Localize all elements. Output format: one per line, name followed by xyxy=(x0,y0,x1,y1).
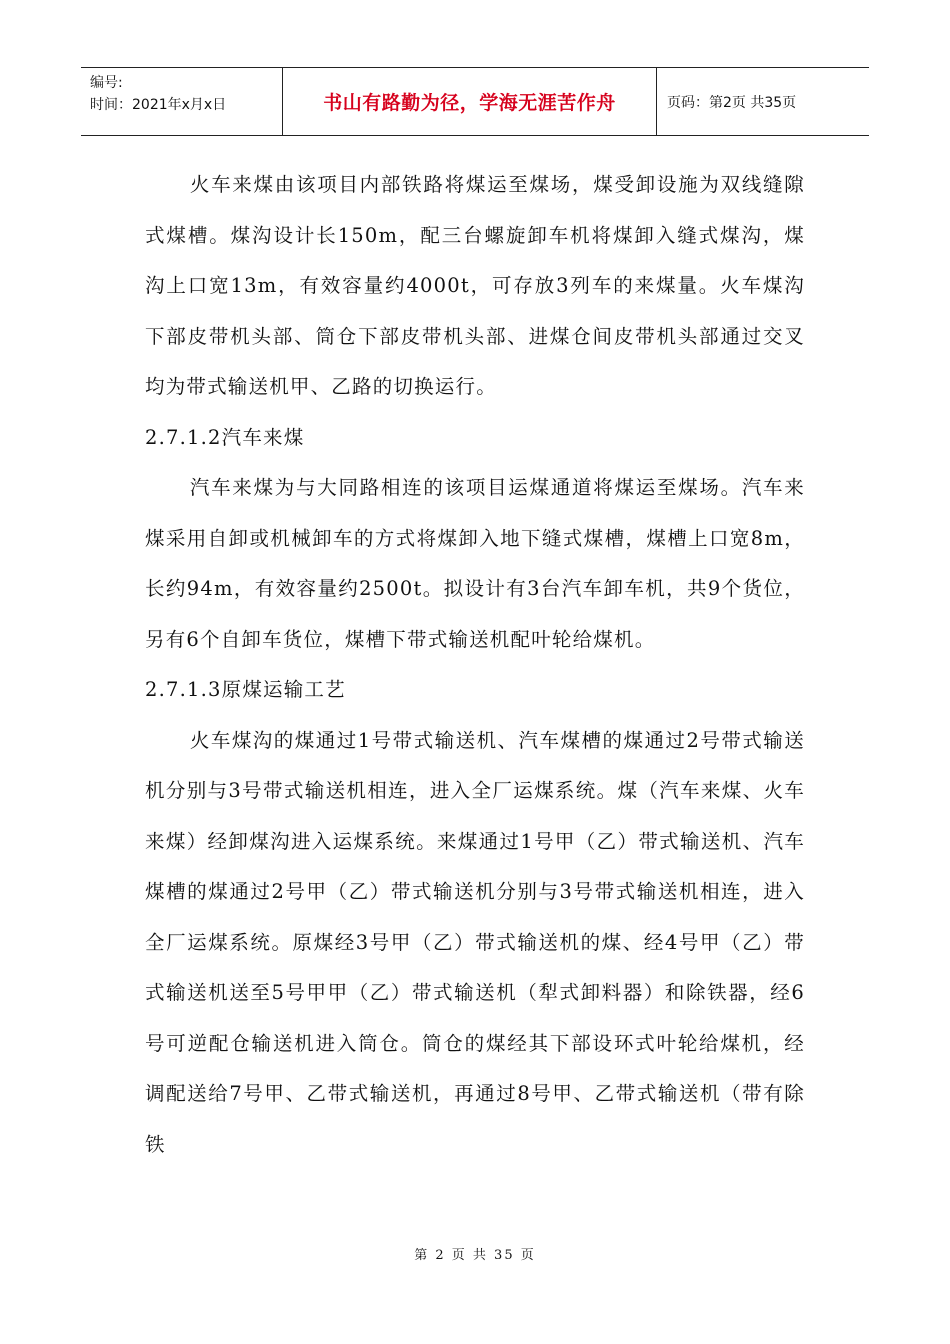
header-page-number: 页码：第2页 共35页 xyxy=(667,94,797,111)
date-label: 时间：2021年x月x日 xyxy=(90,97,227,113)
serial-number-label: 编号: xyxy=(90,75,123,91)
body-paragraph: 火车煤沟的煤通过1号带式输送机、汽车煤槽的煤通过2号带式输送机分别与3号带式输送机相连，进入全厂运煤系统。煤（汽车来煤、火车来煤）经卸煤沟进入运煤系统。来煤通过1号甲（乙）带式输送机、汽车煤槽的煤通过2号甲（乙）带式输送机分别与3号带式输送机相连，进入全厂运煤系统。原煤经3号甲（乙）带式输送机的煤、经4号甲（乙）带式输送机送至5号甲甲（乙）带式输送机（犁式卸料器）和除铁器，经6号可逆配仓输送机进入筒仓。筒仓的煤经其下部设环式叶轮给煤机，经调配送给7号甲、乙带式输送机，再通过8号甲、乙带式输送机（带有除铁 xyxy=(145,728,805,1156)
section-heading: 2.7.1.2汽车来煤 xyxy=(145,425,305,449)
body-paragraph: 汽车来煤为与大同路相连的该项目运煤通道将煤运至煤场。汽车来煤采用自卸或机械卸车的方式将煤卸入地下缝式煤槽，煤槽上口宽8m，长约94m，有效容量约2500t。拟设计有3台汽车卸车机，共9个货位，另有6个自卸车货位，煤槽下带式输送机配叶轮给煤机。 xyxy=(145,476,805,651)
header-meta xyxy=(81,68,283,135)
document-header xyxy=(81,67,869,136)
document-body xyxy=(145,160,805,1170)
page-footer: 第 2 页 共 35 页 xyxy=(414,1248,536,1263)
section-heading: 2.7.1.3原煤运输工艺 xyxy=(145,678,346,701)
header-motto: 书山有路勤为径，学海无涯苦作舟 xyxy=(283,68,657,135)
body-paragraph: 火车来煤由该项目内部铁路将煤运至煤场，煤受卸设施为双线缝隙式煤槽。煤沟设计长150m，配三台螺旋卸车机将煤卸入缝式煤沟，煤沟上口宽13m，有效容量约4000t，可存放3列车的来煤量。火车煤沟下部皮带机头部、筒仓下部皮带机头部、进煤仓间皮带机头部通过交叉均为带式输送机甲、乙路的切换运行。 xyxy=(145,173,805,398)
